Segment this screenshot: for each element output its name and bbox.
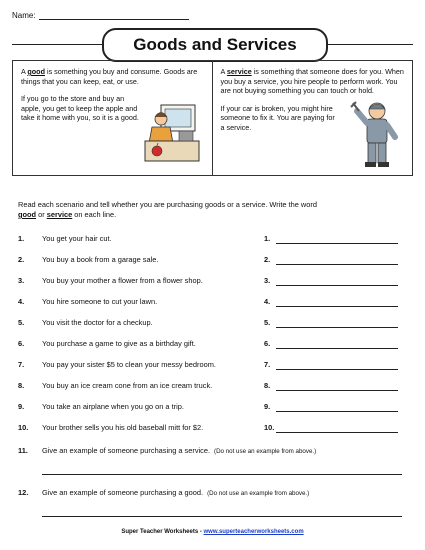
good-term: good bbox=[27, 67, 45, 76]
answer-number: 1. bbox=[264, 234, 271, 243]
instructions: Read each scenario and tell whether you are purchasing goods or a service. Write the word good or service on each line. bbox=[18, 200, 317, 219]
question-text: You get your hair cut. bbox=[42, 234, 112, 243]
question-text: You buy an ice cream cone from an ice cream truck. bbox=[42, 381, 213, 390]
name-label: Name: bbox=[12, 11, 36, 20]
service-panel bbox=[213, 61, 413, 175]
question-row bbox=[18, 423, 413, 435]
question-row bbox=[18, 318, 413, 330]
answer-line[interactable] bbox=[276, 285, 398, 286]
question-row bbox=[18, 402, 413, 414]
answer-number: 4. bbox=[264, 297, 271, 306]
service-term: service bbox=[226, 67, 252, 76]
answer-number: 8. bbox=[264, 381, 271, 390]
question-number: 9. bbox=[18, 402, 25, 411]
question-text: You visit the doctor for a checkup. bbox=[42, 318, 153, 327]
question-text: You hire someone to cut your lawn. bbox=[42, 297, 158, 306]
footer: Super Teacher Worksheets - www.superteacherworksheets.com bbox=[121, 529, 304, 535]
question-number: 11. bbox=[18, 446, 28, 455]
question-number: 7. bbox=[18, 360, 25, 369]
answer-line[interactable] bbox=[276, 243, 398, 244]
mechanic-illustration bbox=[349, 99, 405, 169]
question-number: 4. bbox=[18, 297, 25, 306]
good-definition: A good is something you buy and consume. Goods are things that you can keep, eat, or use. bbox=[21, 67, 198, 86]
question-text: Give an example of someone purchasing a good. bbox=[42, 488, 204, 497]
question-row bbox=[18, 339, 413, 351]
answer-number: 9. bbox=[264, 402, 271, 411]
answer-line[interactable] bbox=[276, 306, 398, 307]
answer-number: 10. bbox=[264, 423, 275, 432]
answer-number: 2. bbox=[264, 255, 271, 264]
page-title: Goods and Services bbox=[102, 28, 328, 62]
question-text: You take an airplane when you go on a trip. bbox=[42, 402, 184, 411]
question-number: 8. bbox=[18, 381, 25, 390]
question-row bbox=[18, 276, 413, 288]
answer-number: 5. bbox=[264, 318, 271, 327]
answer-line[interactable] bbox=[276, 327, 398, 328]
answer-number: 6. bbox=[264, 339, 271, 348]
question-number: 1. bbox=[18, 234, 25, 243]
service-definition: A service is something that someone does for you. When you buy a service, you hire people to perform work. You are not buying something you can touch or hold. bbox=[220, 67, 404, 96]
answer-number: 7. bbox=[264, 360, 271, 369]
answer-line[interactable] bbox=[276, 369, 398, 370]
answer-line[interactable] bbox=[42, 474, 402, 475]
instruction-word-good: good bbox=[18, 210, 37, 219]
question-row bbox=[18, 381, 413, 393]
question-number: 3. bbox=[18, 276, 25, 285]
question-text: Give an example of someone purchasing a service. bbox=[42, 446, 211, 455]
answer-line[interactable] bbox=[276, 411, 398, 412]
answer-line[interactable] bbox=[276, 348, 398, 349]
service-example: If your car is broken, you might hire someone to fix it. You are paying for a service. bbox=[220, 103, 335, 132]
question-note: (Do not use an example from above.) bbox=[214, 448, 317, 455]
question-row bbox=[18, 360, 413, 372]
instruction-word-service: service bbox=[46, 210, 73, 219]
name-line[interactable] bbox=[39, 11, 189, 20]
question-text: You buy a book from a garage sale. bbox=[42, 255, 159, 264]
store-clerk-illustration bbox=[141, 101, 203, 165]
answer-line[interactable] bbox=[42, 516, 402, 517]
good-example: If you go to the store and buy an apple, you get to keep the apple and take it home with you, so it is a good. bbox=[21, 94, 139, 123]
answer-line[interactable] bbox=[276, 432, 398, 433]
question-number: 5. bbox=[18, 318, 25, 327]
good-panel bbox=[13, 61, 213, 175]
question-number: 10. bbox=[18, 423, 29, 432]
question-text: You purchase a game to give as a birthday gift. bbox=[42, 339, 196, 348]
definition-panels bbox=[12, 60, 413, 176]
question-text: You buy your mother a flower from a flower shop. bbox=[42, 276, 203, 285]
question-note: (Do not use an example from above.) bbox=[207, 490, 310, 497]
answer-number: 3. bbox=[264, 276, 271, 285]
answer-line[interactable] bbox=[276, 390, 398, 391]
footer-link[interactable]: www.superteacherworksheets.com bbox=[203, 529, 304, 535]
question-row bbox=[18, 297, 413, 309]
question-text: Your brother sells you his old baseball mitt for $2. bbox=[42, 423, 204, 432]
name-field-row bbox=[12, 11, 189, 20]
question-number: 2. bbox=[18, 255, 25, 264]
question-text: You pay your sister $5 to clean your messy bedroom. bbox=[42, 360, 216, 369]
question-row bbox=[18, 255, 413, 267]
question-number: 12. bbox=[18, 488, 29, 497]
question-number: 6. bbox=[18, 339, 25, 348]
question-row bbox=[18, 234, 413, 246]
answer-line[interactable] bbox=[276, 264, 398, 265]
footer-brand: Super Teacher Worksheets bbox=[121, 529, 199, 535]
